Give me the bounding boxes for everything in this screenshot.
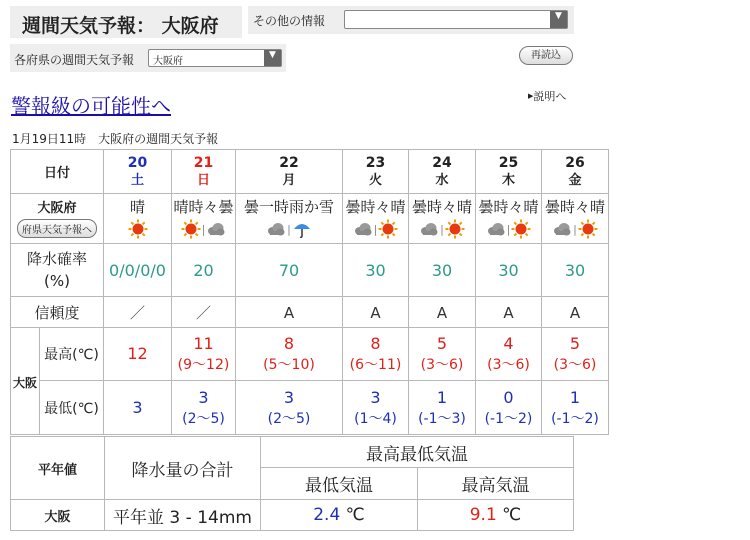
pref-forecast-button[interactable]: 府県天気予報へ [17,219,97,238]
min-temp-cell [476,381,542,435]
weather-icons [476,219,541,241]
min-temp-range: (-1～2) [484,410,533,427]
max-temp-cell [236,328,343,381]
reliability-value: A [283,303,295,322]
day-date: 23 [365,154,386,171]
weather-icons [172,219,235,241]
pop-cell [236,244,343,297]
reliability-value: ／ [195,303,211,322]
normal-max-value: 9.1 [469,505,497,525]
max-temp-value: 5 [569,334,581,353]
date-cell [104,150,172,194]
max-temp-value: 8 [283,334,295,353]
triangle-right-icon: ▶ [528,92,534,100]
reliability-value: A [436,303,448,322]
day-date: 21 [193,154,214,171]
max-temp-cell [542,328,609,381]
title-box [10,6,242,38]
weather-cell [104,194,172,244]
precip-value: 平年並 3 - 14mm [105,500,261,531]
reliability-cell [104,297,172,328]
max-temp-range: (6～11) [349,357,402,373]
reliability-cell [542,297,609,328]
icon-separator: | [440,222,444,236]
pop-cell [172,244,236,297]
min-label-cell [40,381,104,435]
max-temp-range: (5～10) [263,357,315,373]
bottom-divider [10,530,573,531]
day-date: 25 [498,154,519,171]
area-cell [11,194,104,244]
weather-cell [172,194,236,244]
min-temp-value: 3 [198,387,209,407]
weather-icons [104,219,171,241]
city-label: 大阪 [12,375,37,390]
sun-icon [445,219,465,239]
sun-icon [181,219,201,239]
normal-max-cell [418,500,574,531]
min-temp-range: (-1～2) [551,410,599,427]
min-temp-cell [104,381,172,435]
day-date: 26 [565,154,585,171]
issued-time: 1月19日11時 大阪府の週間天気予報 [12,132,219,146]
sun-icon [378,219,398,239]
weather-cell [409,194,476,244]
weather-text: 曇時々晴 [478,197,539,216]
min-temp-cell [542,381,609,435]
area-name: 大阪府 [37,201,77,216]
max-temp-value: 8 [370,334,381,353]
min-temp-value: 3 [370,387,381,407]
pref-select[interactable] [148,49,282,67]
chevron-down-icon: ▼ [264,50,281,66]
pref-selector-label: 各府県の週間天気予報 [14,53,135,67]
min-temp-value: 1 [436,387,448,407]
weather-text: 曇時々晴 [544,197,605,216]
normals-table [10,436,574,531]
day-of-week: 水 [435,172,449,188]
pop-cell [104,244,172,297]
sun-icon [578,219,598,239]
pop-value: 30 [365,260,386,280]
max-temp-range: (9～12) [177,357,230,373]
reliability-label-cell [11,297,104,328]
pop-cell [476,244,542,297]
date-cell [236,150,343,194]
normal-max-unit: ℃ [502,505,522,525]
cloud-icon [419,219,439,239]
pop-value: 30 [564,260,586,280]
page-title: 週間天気予報： 大阪府 [22,15,219,37]
day-of-week: 木 [501,172,515,188]
pref-selector-box [10,44,286,72]
sun-icon [128,219,148,239]
cloud-icon [486,219,506,239]
weather-text: 晴時々曇 [173,197,234,216]
weather-text: 曇一時雨か雪 [243,197,334,216]
pop-value: 30 [498,260,519,280]
other-info-label: その他の情報 [253,14,326,28]
min-temp-range: (1～4) [354,410,397,427]
weather-icons [236,219,342,241]
day-of-week: 土 [130,172,144,188]
min-temp-range: (2～5) [267,410,311,427]
sun-icon [511,219,531,239]
max-temp-cell [476,328,542,381]
cloud-icon [353,219,373,239]
max-temp-header: 最高気温 [418,468,574,500]
date-cell [542,150,609,194]
reliability-cell [172,297,236,328]
warning-possibility-link[interactable]: 警報級の可能性へ [11,94,171,118]
reload-button[interactable]: 再読込 [519,46,573,65]
weather-text: 曇時々晴 [411,197,472,216]
min-temp-value: 1 [569,387,581,407]
pop-cell [409,244,476,297]
city-cell [11,328,40,435]
max-temp-range: (3～6) [553,357,597,373]
chevron-down-icon: ▼ [550,11,567,28]
min-temp-value: 3 [283,387,295,407]
day-date: 22 [279,154,299,171]
reliability-cell [236,297,343,328]
normal-min-unit: ℃ [345,505,365,525]
day-of-week: 火 [368,172,382,188]
other-info-box [248,6,574,34]
reliability-value: A [370,303,381,322]
icon-separator: | [373,222,378,236]
date-cell [409,150,476,194]
pop-value: 0/0/0/0 [109,260,166,280]
min-temp-range: (-1～3) [418,410,466,427]
max-temp-value: 12 [127,344,148,363]
weather-cell [343,194,409,244]
reliability-value: A [569,303,581,322]
reliability-value: ／ [129,303,145,322]
date-header: 日付 [11,150,104,194]
date-cell [343,150,409,194]
min-temp-cell [343,381,409,435]
pop-value: 30 [431,260,453,280]
pop-label: 降水確率(%) [26,250,87,290]
icon-separator: | [506,222,511,236]
normals-header: 平年値 [11,437,105,500]
explanation-link[interactable] [528,88,566,104]
explanation-link-label: 説明へ [533,90,567,103]
max-temp-range: (3～6) [487,357,530,373]
min-temp-value: 3 [132,397,143,417]
max-temp-value: 4 [503,334,514,353]
temp-header: 最高最低気温 [261,437,574,468]
cloud-icon [266,219,286,239]
min-temp-value: 0 [503,387,514,407]
normal-min-cell [261,500,418,531]
day-date: 24 [432,154,452,171]
normals-city: 大阪 [11,500,105,531]
cloud-icon [552,219,572,239]
pop-value: 20 [193,260,214,280]
min-temp-header: 最低気温 [261,468,418,500]
min-label: 最低(℃) [44,400,99,417]
weather-cell [542,194,609,244]
max-temp-cell [343,328,409,381]
weather-text: 晴 [129,197,145,216]
weather-icons [542,219,608,241]
pop-label-cell [11,244,104,297]
max-temp-value: 11 [193,334,214,353]
min-temp-cell [236,381,343,435]
icon-separator: | [201,222,206,236]
date-cell [172,150,236,194]
day-of-week: 月 [282,172,296,188]
min-temp-cell [172,381,236,435]
weather-icons [409,219,475,241]
min-temp-cell [409,381,476,435]
reliability-cell [409,297,476,328]
normal-min-value: 2.4 [313,505,341,525]
weather-cell [476,194,542,244]
reliability-cell [343,297,409,328]
min-temp-range: (2～5) [182,410,225,427]
other-info-select[interactable] [344,10,568,29]
day-of-week: 日 [196,172,210,188]
day-of-week: 金 [568,172,582,188]
umbrella-icon [292,219,312,239]
day-date: 20 [127,154,148,171]
max-temp-cell [172,328,236,381]
max-temp-cell [104,328,172,381]
max-temp-range: (3～6) [420,357,464,373]
reliability-value: A [503,303,514,322]
weather-cell [236,194,343,244]
weekly-forecast-table [10,149,609,435]
pref-select-value: 大阪府 [153,56,183,67]
max-label-cell [40,328,104,381]
cloud-icon [206,219,226,239]
max-label: 最高(℃) [44,347,99,363]
pop-value: 70 [278,260,300,280]
max-temp-cell [409,328,476,381]
reliability-cell [476,297,542,328]
icon-separator: | [573,222,577,236]
date-cell [476,150,542,194]
precip-header: 降水量の合計 [105,437,261,500]
weather-text: 曇時々晴 [345,197,406,216]
pop-cell [343,244,409,297]
pop-cell [542,244,609,297]
max-temp-value: 5 [436,334,448,353]
icon-separator: | [287,222,291,236]
reliability-label: 信頼度 [34,303,80,322]
weather-icons [343,219,408,241]
